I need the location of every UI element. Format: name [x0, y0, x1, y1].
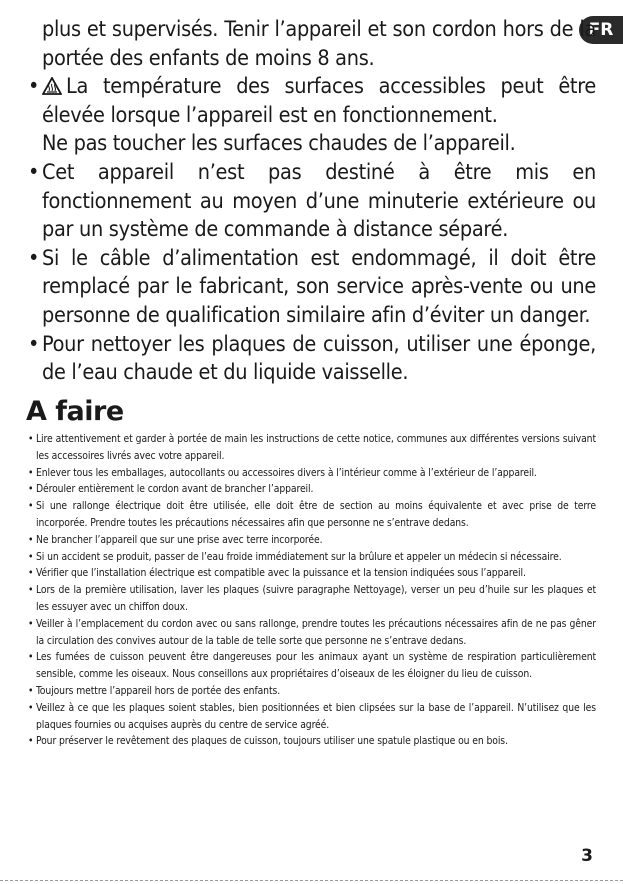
list-item — [28, 465, 596, 482]
list-item-text: Enlever tous les emballages, autocollants ou accessoires divers à l’intérieur comme à l’extérieur de l’appareil. — [36, 466, 537, 479]
list-item-text: Si un accident se produit, passer de l’eau froide immédiatement sur la brûlure et appeler un médecin si nécessaire. — [36, 550, 562, 563]
bullet: • — [28, 245, 40, 271]
bullet: • — [28, 584, 34, 597]
bullet: • — [28, 159, 40, 185]
bullet: • — [28, 74, 40, 100]
safety-list — [28, 16, 596, 388]
safety-item-text: plus et supervisés. Tenir l’appareil et son cordon hors de la portée des enfants de moins 8 ans. — [42, 17, 596, 71]
bullet: • — [28, 617, 34, 630]
list-item — [28, 431, 596, 465]
list-item-text: Pour préserver le revêtement des plaques de cuisson, toujours utiliser une spatule plastique ou en bois. — [36, 735, 508, 748]
safety-item-text: Cet appareil n’est pas destiné à être mis en fonctionnement au moyen d’une minuterie extérieure ou par un système de commande à distance séparé. — [42, 159, 596, 243]
bullet: • — [28, 735, 34, 748]
page-number: 3 — [581, 846, 593, 866]
list-item-text: Vérifier que l’installation électrique est compatible avec la puissance et la tension indiquées sous l’appareil. — [36, 567, 526, 580]
safety-item — [28, 73, 596, 159]
bullet: • — [28, 433, 34, 445]
bullet: • — [28, 701, 34, 714]
language-tab: FR — [579, 16, 623, 44]
list-item-text: Toujours mettre l’appareil hors de portée des enfants. — [36, 684, 281, 697]
list-item — [28, 733, 596, 750]
todo-list — [28, 431, 596, 750]
bullet: • — [28, 550, 34, 563]
bullet: • — [28, 483, 34, 496]
list-item — [28, 565, 596, 582]
bullet: • — [28, 567, 34, 580]
list-item-text: Si une rallonge électrique doit être utilisée, elle doit être de section au moins équivalente et avec prise de terre incorporée. Prendre toutes les précautions nécessaires afin que personne ne s’entrave dedans. — [36, 500, 596, 529]
safety-item-continuation — [28, 16, 596, 73]
safety-item-text-2: Ne pas toucher les surfaces chaudes de l’appareil. — [42, 131, 516, 157]
list-item-text: Dérouler entièrement le cordon avant de brancher l’appareil. — [36, 483, 314, 496]
safety-item — [28, 159, 596, 245]
list-item — [28, 616, 596, 650]
section-title: A faire — [26, 396, 124, 427]
safety-item-text: Pour nettoyer les plaques de cuisson, utiliser une éponge, de l’eau chaude et du liquide vaisselle. — [42, 331, 596, 386]
bullet: • — [28, 500, 34, 513]
bullet: • — [28, 533, 34, 546]
list-item-text: Veillez à ce que les plaques soient stables, bien positionnées et bien clipsées sur la base de l’appareil. N’utilisez que les plaques fournies ou acquises auprès du centre de service agréé. — [36, 701, 596, 731]
list-item — [28, 532, 596, 549]
list-item — [28, 549, 596, 566]
bullet: • — [28, 466, 34, 479]
list-item — [28, 700, 596, 734]
list-item — [28, 481, 596, 498]
safety-item — [28, 245, 596, 331]
safety-item — [28, 331, 596, 388]
list-item-text: Les fumées de cuisson peuvent être dangereuses pour les animaux ayant un système de respiration particulièrement sensible, comme les oiseaux. Nous conseillons aux propriétaires d’oiseaux de les éloigner du lieu de cuisson. — [36, 651, 596, 681]
list-item-text: Ne brancher l’appareil que sur une prise avec terre incorporée. — [36, 533, 323, 546]
list-item — [28, 498, 596, 532]
list-item-text: Lors de la première utilisation, laver les plaques (suivre paragraphe Nettoyage), verser un peu d’huile sur les plaques et les essuyer avec un chiffon doux. — [36, 584, 596, 613]
bullet: • — [28, 331, 40, 357]
list-item — [28, 582, 596, 616]
list-item — [28, 683, 596, 700]
safety-item-text: Si le câble d’alimentation est endommagé, il doit être remplacé par le fabricant, son service après-vente ou une personne de qualification similaire afin d’éviter un danger. — [42, 245, 596, 328]
list-item-text: Lire attentivement et garder à portée de main les instructions de cette notice, communes aux différentes versions suivant les accessoires livrés avec votre appareil. — [36, 433, 596, 462]
bullet: • — [28, 684, 34, 697]
hot-surface-warning-icon — [42, 77, 62, 95]
bottom-divider — [0, 880, 623, 881]
list-item-text: Veiller à l’emplacement du cordon avec ou sans rallonge, prendre toutes les précautions nécessaires afin de ne pas gêner la circulation des convives autour de la table de telle sorte que personne ne s’entrave dedans. — [36, 617, 596, 647]
bullet: • — [28, 651, 34, 664]
safety-item-text: La température des surfaces accessibles peut être élevée lorsque l’appareil est en fonctionnement. — [42, 74, 596, 128]
list-item — [28, 649, 596, 683]
